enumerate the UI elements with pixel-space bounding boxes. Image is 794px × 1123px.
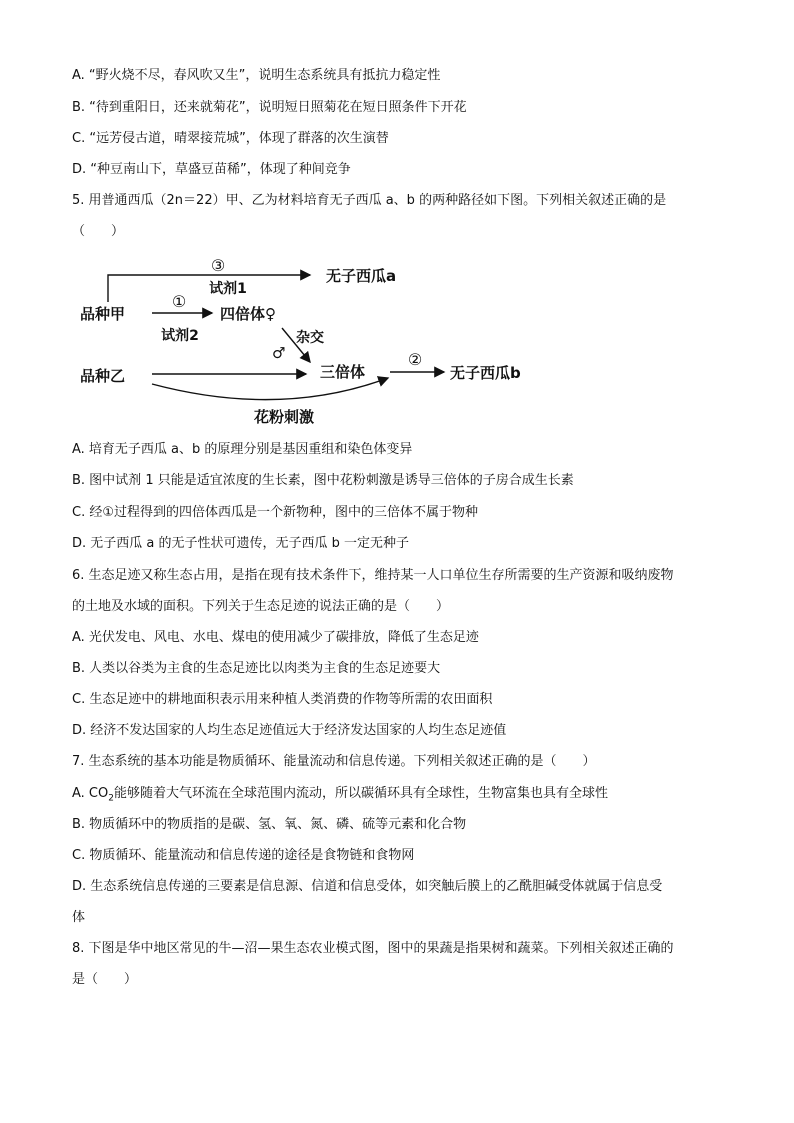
q5-option-d: D. 无子西瓜 a 的无子性状可遗传，无子西瓜 b 一定无种子 bbox=[72, 536, 410, 551]
q6-stem-line1: 6. 生态足迹又称生态占用，是指在现有技术条件下，维持某一人口单位生存所需要的生产资源和吸纳废物 bbox=[72, 568, 674, 583]
q7-option-a-prefix: A. CO bbox=[72, 786, 109, 801]
q7-option-a bbox=[72, 785, 608, 808]
q4-option-d: D. “种豆南山下，草盛豆苗稀”，体现了种间竞争 bbox=[72, 162, 351, 177]
q4-option-c: C. “远芳侵古道，晴翠接荒城”，体现了群落的次生演替 bbox=[72, 131, 389, 146]
q7-option-d-line2: 体 bbox=[72, 910, 86, 925]
pollen-label: 花粉刺激 bbox=[254, 408, 315, 426]
pollen-curve bbox=[152, 378, 388, 400]
triploid-label: 三倍体 bbox=[320, 363, 366, 381]
step2-label: ② bbox=[407, 350, 423, 369]
q8-stem-line2: 是（ ） bbox=[72, 972, 138, 987]
q6-option-a: A. 光伏发电、风电、水电、煤电的使用减少了碳排放，降低了生态足迹 bbox=[72, 630, 479, 645]
q5-option-a: A. 培育无子西瓜 a、b 的原理分别是基因重组和染色体变异 bbox=[72, 442, 413, 457]
q5-option-c: C. 经①过程得到的四倍体西瓜是一个新物种，图中的三倍体不属于物种 bbox=[72, 505, 478, 520]
reagent2-label: 试剂2 bbox=[161, 328, 199, 344]
q7-option-d-line1: D. 生态系统信息传递的三要素是信息源、信道和信息受体，如突触后膜上的乙酰胆碱受体就属于信息受 bbox=[72, 879, 663, 894]
variety-jia-label: 品种甲 bbox=[80, 305, 126, 323]
q7-stem: 7. 生态系统的基本功能是物质循环、能量流动和信息传递。下列相关叙述正确的是（ ） bbox=[72, 754, 596, 769]
q7-option-b: B. 物质循环中的物质指的是碳、氢、氧、氮、磷、硫等元素和化合物 bbox=[72, 817, 467, 832]
q6-stem-line2: 的土地及水域的面积。下列关于生态足迹的说法正确的是（ ） bbox=[72, 599, 450, 614]
q5-stem-line1: 5. 用普通西瓜（2n＝22）甲、乙为材料培育无子西瓜 a、b 的两种路径如下图。下列相关叙述正确的是 bbox=[72, 193, 667, 208]
q7-option-a-subscript: 2 bbox=[108, 793, 114, 804]
q8-stem-line1: 8. 下图是华中地区常见的牛—沼—果生态农业模式图，图中的果蔬是指果树和蔬菜。下列相关叙述正确的 bbox=[72, 941, 674, 956]
q5-option-b: B. 图中试剂 1 只能是适宜浓度的生长素，图中花粉刺激是诱导三倍体的子房合成生长素 bbox=[72, 473, 574, 488]
q7-option-c: C. 物质循环、能量流动和信息传递的途径是食物链和食物网 bbox=[72, 848, 415, 863]
step3-label: ③ bbox=[210, 256, 226, 275]
q6-option-c: C. 生态足迹中的耕地面积表示用来种植人类消费的作物等所需的农田面积 bbox=[72, 692, 493, 707]
q6-option-d: D. 经济不发达国家的人均生态足迹值远大于经济发达国家的人均生态足迹值 bbox=[72, 723, 507, 738]
variety-yi-label: 品种乙 bbox=[80, 367, 126, 385]
watermelon-breeding-diagram bbox=[70, 250, 550, 435]
q4-option-b: B. “待到重阳日，还来就菊花”，说明短日照菊花在短日照条件下开花 bbox=[72, 100, 467, 115]
seedless-b-label: 无子西瓜b bbox=[450, 364, 521, 382]
seedless-a-label: 无子西瓜a bbox=[326, 267, 397, 285]
reagent1-label: 试剂1 bbox=[209, 281, 247, 297]
q7-option-a-text: 能够随着大气环流在全球范围内流动，所以碳循环具有全球性，生物富集也具有全球性 bbox=[113, 786, 608, 801]
step1-label: ① bbox=[171, 292, 187, 311]
cross-label: 杂交 bbox=[296, 330, 324, 346]
tetraploid-label: 四倍体♀ bbox=[220, 305, 276, 323]
q6-option-b: B. 人类以谷类为主食的生态足迹比以肉类为主食的生态足迹要大 bbox=[72, 661, 441, 676]
male-symbol: ♂ bbox=[272, 344, 286, 362]
q4-option-a: A. “野火烧不尽，春风吹又生”，说明生态系统具有抵抗力稳定性 bbox=[72, 68, 441, 83]
q5-stem-line2: （ ） bbox=[72, 224, 125, 239]
